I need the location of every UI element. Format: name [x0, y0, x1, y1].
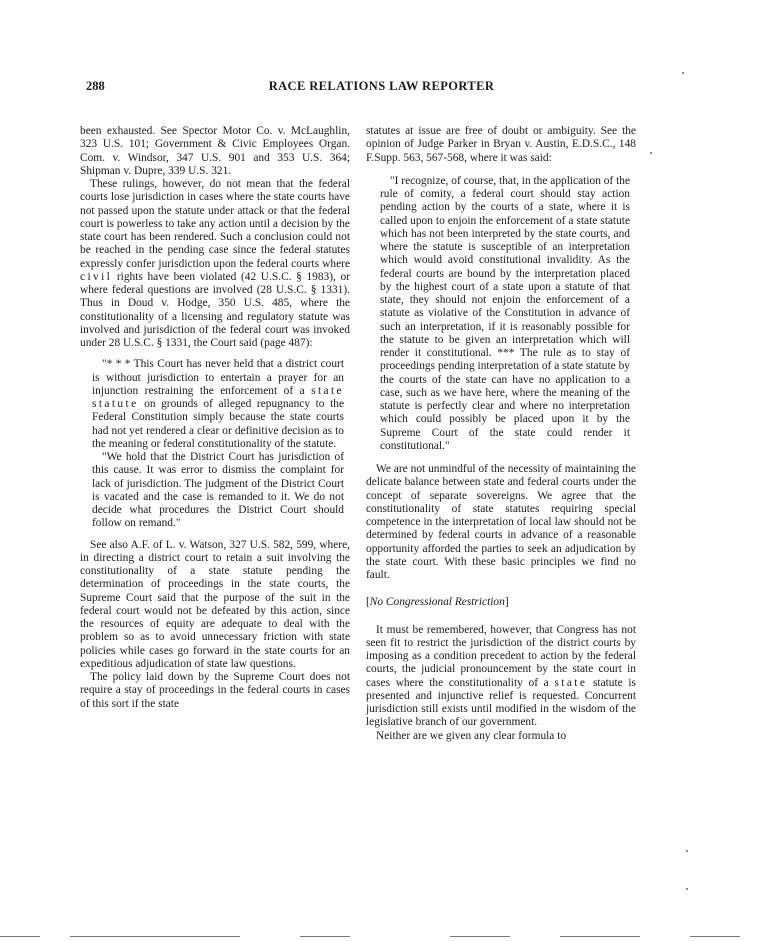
paragraph: The policy laid down by the Supreme Court does not require a stay of proceedings in the federal courts in cases of this sort if the state [80, 671, 350, 710]
page-number: 288 [86, 79, 105, 93]
section-heading-text: No Congressional Restriction [369, 596, 505, 609]
paragraph-text: statute is presented and injunctive relief is requested. Concurrent jurisdiction still exists until modified in the wisdom of the legislative branch of our government. [366, 676, 636, 729]
quote-text: on grounds of alleged repugnancy to the Federal Constitution simply because the state courts had not yet rendered a clear or definitive decision as to the meaning or federal constitutionality of the statute. [92, 398, 344, 450]
paragraph: Neither are we given any clear formula to [376, 729, 567, 742]
bracket: ] [504, 596, 509, 609]
scan-edge-line [70, 936, 240, 937]
paragraph [366, 624, 636, 730]
running-header: RACE RELATIONS LAW REPORTER [268, 79, 495, 93]
left-column [80, 125, 350, 711]
paragraph-text: rights have been violated (42 U.S.C. § 1983), or where federal questions are involved (28 U.S.C. § 1331). Thus in Doud v. Hodge, 350 U.S. 485, where the constitutionality of a licensing and regulatory statute was involved and jurisdiction of the federal court was invoked under 28 U.S.C. § 1331, the Court said (page 487): [80, 270, 350, 349]
scan-edge-line [0, 936, 40, 937]
right-column [366, 125, 636, 743]
scan-speck [686, 850, 688, 852]
spaced-word: state [554, 676, 588, 689]
paragraph: been exhausted. See Spector Motor Co. v. McLaughlin, 323 U.S. 101; Government & Civic Employees Organ. Com. v. Windsor, 347 U.S. 901 and 353 U.S. 364; Shipman v. Dupre, 339 U.S. 321. [80, 125, 350, 177]
spaced-word: civil [80, 270, 113, 283]
quote-text: "* * * This Court has never held that a district court is without jurisdiction to entertain a prayer for an injunction restraining the enforcement of a [92, 358, 344, 397]
scan-speck [682, 72, 684, 74]
bracket: [ [366, 596, 370, 609]
block-quote [92, 358, 344, 530]
paragraph-text: These rulings, however, do not mean that the federal courts lose jurisdiction in cases where the state courts have not passed upon the statute under attack or that the federal court is powerless to take any action until a decision by the state court has been rendered. Such a conclusion could not be reached in the pending case since the federal statutes expressly confer jurisdiction upon the federal courts where [80, 178, 350, 270]
scan-edge-line [450, 936, 510, 937]
scan-edge-line [690, 936, 740, 937]
scan-speck [650, 152, 652, 154]
paragraph: statutes at issue are free of doubt or ambiguity. See the opinion of Judge Parker in Bryan v. Austin, E.D.S.C., 148 F.Supp. 563, 567-568, where it was said: [366, 125, 636, 164]
scan-edge-line [300, 936, 350, 937]
paragraph-text: It must be remembered, however, that Congress has not seen fit to restrict the jurisdiction of the district courts by imposing as a condition precedent to action by the federal courts, the judicial pronouncement by the state court in cases where the constitutionality of a [366, 623, 636, 689]
scan-speck [686, 888, 688, 890]
quote-text: "We hold that the District Court has jurisdiction of this cause. It was error to dismiss the complaint for lack of jurisdiction. The judgment of the District Court is vacated and the case is remanded to it. We do not decide what procedures the District Court should follow on remand." [92, 451, 344, 530]
spaced-phrase: state statute [92, 384, 344, 410]
paragraph [80, 178, 350, 350]
paragraph: See also A.F. of L. v. Watson, 327 U.S. 582, 599, where, in directing a district court to retain a suit involving the constitutionality of a state statute pending the determination of proceedings in the state courts, the Supreme Court said that the purpose of the suit in the federal court would not be defeated by this action, since the resources of equity are adequate to deal with the problem so as to avoid unnecessary friction with state policies while cases go forward in the state courts for an expeditious adjudication of state law questions. [80, 538, 350, 670]
section-heading [366, 596, 636, 609]
scan-edge-line [560, 936, 640, 937]
paragraph: We are not unmindful of the necessity of maintaining the delicate balance between state and federal courts under the concept of separate sovereigns. We agree that the constitutionality of state statutes requiring special competence in the interpretation of local law should not be determined by federal courts in advance of a reasonable opportunity afforded the parties to seek an adjudication by the state court. With these basic principles we find no fault. [366, 463, 636, 581]
block-quote: "I recognize, of course, that, in the application of the rule of comity, a federal court should stay action pending action by the courts of a state, where it is called upon to enjoin the enforcement of a state statute which has not been interpreted by the state courts, and where the statute is susceptible of an interpretation which would avoid constitutional invalidity. As the federal courts are bound by the interpretation placed by the highest court of a state upon a statute of that state, they should not enjoin the enforcement of a statute as violative of the Constitution in advance of such an interpretation, if it is reasonably possible for the statute to be given an interpretation which will render it constitutional. *** The rule as to stay of proceedings pending interpretation of a state statute by the courts of the state can have no application to a case, such as we have here, where the meaning of the statute is perfectly clear and where no interpretation which could possibly be placed upon it by the Supreme Court of the state could render it constitutional." [380, 174, 630, 452]
